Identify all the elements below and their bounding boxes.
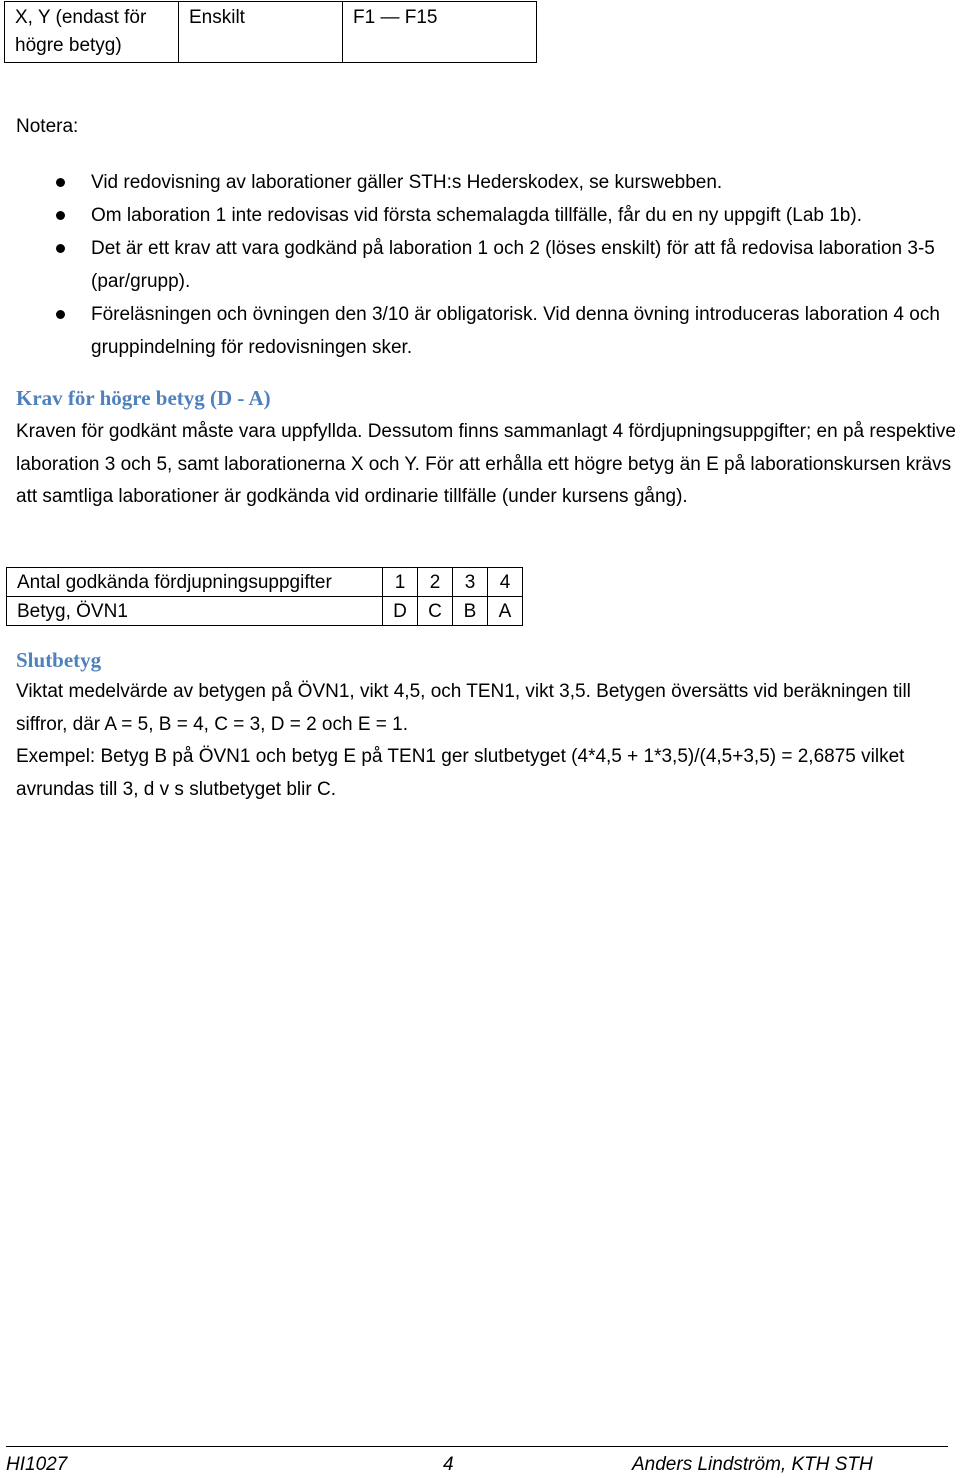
list-item-text: Vid redovisning av laborationer gäller STH:s Hederskodex, se kurswebben.: [91, 172, 723, 193]
footer-divider: [6, 1446, 948, 1447]
notera-list: [0, 166, 940, 364]
bullet-icon: [56, 211, 65, 220]
grade-table-cell: 2: [418, 568, 453, 597]
krav-heading: Krav för högre betyg (D - A): [16, 386, 271, 410]
slutbetyg-paragraph: Viktat medelvärde av betygen på ÖVN1, vikt 4,5, och TEN1, vikt 3,5. Betygen översätts vid beräkningen till siffror, där A = 5, B = 4, C = 3, D = 2 och E = 1.: [16, 681, 911, 735]
grade-table-row-label: Antal godkända fördjupningsuppgifter: [7, 568, 383, 597]
list-item: [0, 232, 940, 298]
table-row: [7, 597, 523, 626]
list-item-text: Det är ett krav att vara godkänd på laboration 1 och 2 (löses enskilt) för att få redovisa laboration 3-5 (par/grupp).: [91, 238, 935, 292]
grade-table-cell: 1: [383, 568, 418, 597]
lecture-range-cell: F1 — F15: [343, 2, 537, 63]
footer-author: Anders Lindström, KTH STH: [632, 1454, 873, 1475]
grade-table-cell: B: [453, 597, 488, 626]
grade-table-row-label: Betyg, ÖVN1: [7, 597, 383, 626]
work-mode-cell: Enskilt: [179, 2, 343, 63]
grade-table-cell: D: [383, 597, 418, 626]
list-item-text: Föreläsningen och övningen den 3/10 är obligatorisk. Vid denna övning introduceras laboration 4 och gruppindelning för redovisningen sker.: [91, 304, 940, 358]
bullet-icon: [56, 310, 65, 319]
footer-page-number: 4: [443, 1454, 454, 1475]
notera-label: Notera:: [16, 116, 79, 137]
table-row: [5, 2, 537, 63]
krav-paragraph: Kraven för godkänt måste vara uppfyllda. Dessutom finns sammanlagt 4 fördjupningsuppgifter; en på respektive laboration 3 och 5, samt laborationerna X och Y. För att erhålla ett högre betyg än E på laborationskursen krävs att samtliga laborationer är godkända vid ordinarie tillfälle (under kursens gång).: [16, 421, 956, 507]
grade-table-cell: 4: [488, 568, 523, 597]
slutbetyg-heading: Slutbetyg: [16, 648, 102, 672]
bullet-icon: [56, 244, 65, 253]
slutbetyg-example: Exempel: Betyg B på ÖVN1 och betyg E på TEN1 ger slutbetyget (4*4,5 + 1*3,5)/(4,5+3,5) = 2,6875 vilket avrundas till 3, d v s slutbetyget blir C.: [16, 746, 905, 800]
list-item: [0, 166, 940, 199]
grade-table-cell: 3: [453, 568, 488, 597]
table-row: [7, 568, 523, 597]
grade-table-cell: C: [418, 597, 453, 626]
grade-table: [6, 567, 523, 626]
grade-table-cell: A: [488, 597, 523, 626]
list-item: [0, 298, 940, 364]
lab-name-cell: X, Y (endast för högre betyg): [5, 2, 179, 63]
bullet-icon: [56, 178, 65, 187]
list-item-text: Om laboration 1 inte redovisas vid första schemalagda tillfälle, får du en ny uppgift (Lab 1b).: [91, 205, 862, 226]
lab-info-table: [4, 1, 537, 63]
footer-course-code: HI1027: [6, 1454, 68, 1475]
list-item: [0, 199, 940, 232]
